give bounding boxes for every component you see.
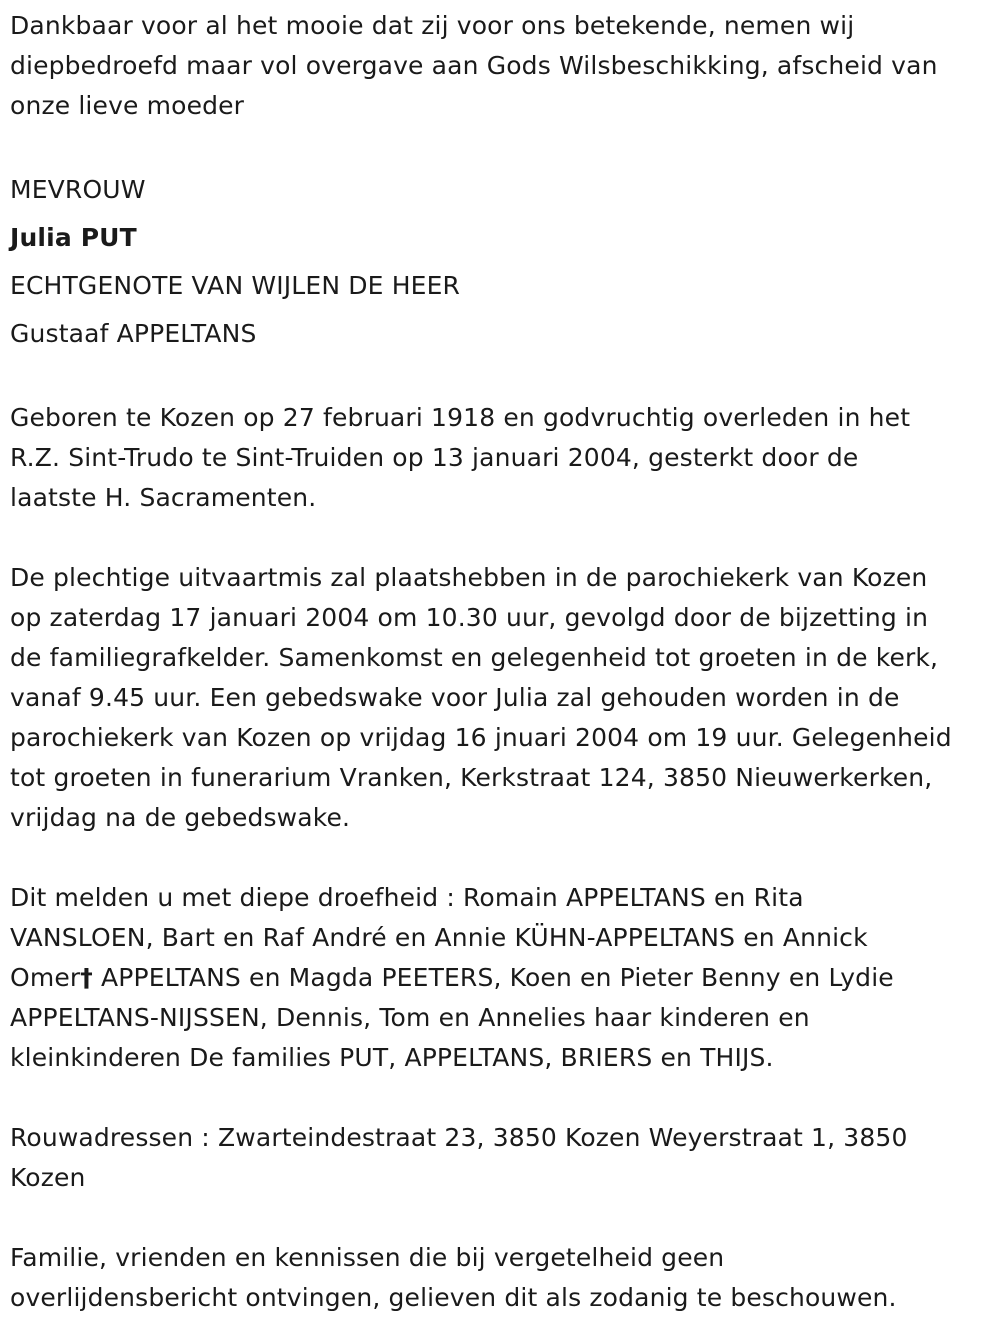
birth-death-line-2: R.Z. Sint-Trudo te Sint-Truiden op 13 januari 2004, gesterkt door de: [10, 443, 859, 472]
birth-death-line-1: Geboren te Kozen op 27 februari 1918 en godvruchtig overleden in het: [10, 403, 911, 432]
deceased-block: [10, 166, 992, 358]
family-line-4: APPELTANS-NIJSSEN, Dennis, Tom en Annelies haar kinderen en: [10, 1003, 810, 1032]
intro-line-1: Dankbaar voor al het mooie dat zij voor ons betekende, nemen wij: [10, 11, 855, 40]
addresses-paragraph: [10, 1118, 992, 1198]
addresses-line-2: Kozen: [10, 1163, 86, 1192]
family-line-3-end: APPELTANS en Magda PEETERS, Koen en Pieter Benny en Lydie: [92, 963, 894, 992]
deceased-title: MEVROUW: [10, 175, 146, 204]
birth-death-line-3: laatste H. Sacramenten.: [10, 483, 317, 512]
funeral-line-4: vanaf 9.45 uur. Een gebedswake voor Julia zal gehouden worden in de: [10, 683, 900, 712]
closing-paragraph: [10, 1238, 992, 1318]
closing-line-2: overlijdensbericht ontvingen, gelieven dit als zodanig te beschouwen.: [10, 1283, 897, 1312]
family-line-2: VANSLOEN, Bart en Raf André en Annie KÜHN-APPELTANS en Annick: [10, 923, 868, 952]
intro-line-2: diepbedroefd maar vol overgave aan Gods Wilsbeschikking, afscheid van: [10, 51, 938, 80]
funeral-line-3: de familiegrafkelder. Samenkomst en gelegenheid tot groeten in de kerk,: [10, 643, 939, 672]
intro-line-3: onze lieve moeder: [10, 91, 245, 120]
family-line-3: [10, 958, 992, 998]
deceased-name: Julia PUT: [10, 223, 137, 252]
family-paragraph: [10, 878, 992, 1078]
cross-icon: †: [80, 963, 93, 992]
funeral-line-2: op zaterdag 17 januari 2004 om 10.30 uur, gevolgd door de bijzetting in: [10, 603, 929, 632]
funeral-line-6: tot groeten in funerarium Vranken, Kerkstraat 124, 3850 Nieuwerkerken,: [10, 763, 933, 792]
family-line-5: kleinkinderen De families PUT, APPELTANS, BRIERS en THIJS.: [10, 1043, 774, 1072]
funeral-line-7: vrijdag na de gebedswake.: [10, 803, 351, 832]
funeral-line-5: parochiekerk van Kozen op vrijdag 16 jnuari 2004 om 19 uur. Gelegenheid: [10, 723, 952, 752]
deceased-spouse: Gustaaf APPELTANS: [10, 319, 257, 348]
addresses-line-1: Rouwadressen : Zwarteindestraat 23, 3850 Kozen Weyerstraat 1, 3850: [10, 1123, 908, 1152]
deceased-relation: ECHTGENOTE VAN WIJLEN DE HEER: [10, 271, 461, 300]
family-line-3-start: Omer: [10, 963, 81, 992]
closing-line-1: Familie, vrienden en kennissen die bij vergetelheid geen: [10, 1243, 725, 1272]
intro-paragraph: [10, 6, 992, 126]
birth-death-paragraph: [10, 398, 992, 518]
funeral-paragraph: [10, 558, 992, 838]
funeral-line-1: De plechtige uitvaartmis zal plaatshebben in de parochiekerk van Kozen: [10, 563, 928, 592]
family-line-1: Dit melden u met diepe droefheid : Romain APPELTANS en Rita: [10, 883, 804, 912]
